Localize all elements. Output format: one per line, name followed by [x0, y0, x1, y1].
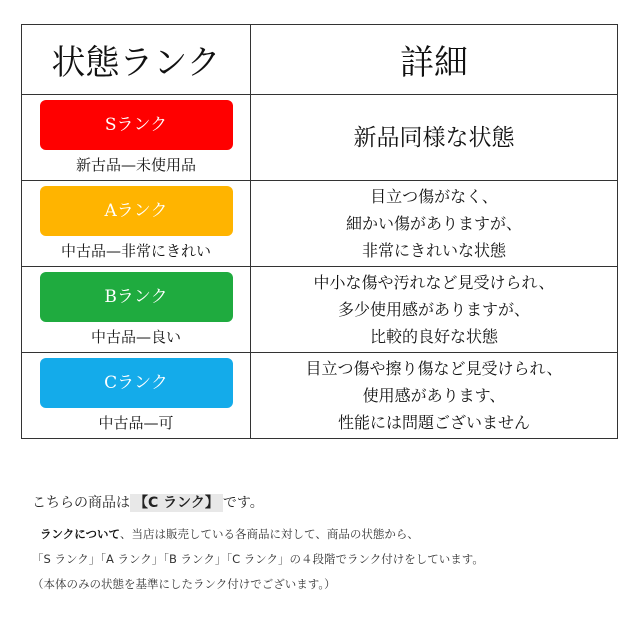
detail-line: 多少使用感がありますが、 [337, 300, 530, 319]
intro-suffix: です。 [222, 495, 264, 511]
table-row [22, 95, 618, 181]
rank-badge-s: Sランク [40, 100, 233, 150]
rank-table [21, 24, 618, 439]
rank-highlight: 【C ランク】 [130, 494, 223, 512]
detail-line: 非常にきれいな状態 [361, 241, 506, 260]
rank-desc-a: 中古品—非常にきれい [60, 242, 211, 260]
note-line-3: （本体のみの状態を基準にしたランク付けでございます。） [32, 577, 336, 591]
rank-desc-c: 中古品—可 [98, 414, 174, 432]
rank-notes [32, 492, 612, 592]
detail-line: 使用感があります、 [362, 386, 506, 405]
detail-line: 性能には問題ございません [337, 413, 530, 432]
rank-badge-b: Bランク [40, 272, 233, 322]
header-rank: 状態ランク [22, 25, 251, 95]
rank-cell-b [22, 267, 251, 353]
detail-line: 中小な傷や汚れなど見受けられ、 [313, 273, 555, 292]
rank-badge-a: Aランク [40, 186, 233, 236]
detail-line: 目立つ傷がなく、 [370, 187, 498, 206]
detail-line: 新品同様な状態 [353, 124, 515, 151]
detail-cell-c [251, 353, 618, 439]
rank-badge-c: Cランク [40, 358, 233, 408]
detail-line: 細かい傷がありますが、 [345, 214, 522, 233]
rank-cell-a [22, 181, 251, 267]
note-line-2: 「S ランク」「A ランク」「B ランク」「C ランク」の４段階でランク付けをしています。 [32, 552, 484, 566]
detail-cell-b [251, 267, 618, 353]
table-row [22, 267, 618, 353]
header-detail: 詳細 [251, 25, 618, 95]
rank-cell-c [22, 353, 251, 439]
intro-prefix: こちらの商品は [32, 495, 130, 511]
rank-desc-s: 新古品—未使用品 [75, 156, 196, 174]
table-row [22, 181, 618, 267]
rank-cell-s [22, 95, 251, 181]
intro-text [32, 492, 612, 514]
detail-cell-a [251, 181, 618, 267]
note-bold-label: ランクについて [40, 527, 121, 541]
note-line-1-text: 、当店は販売している各商品に対して、商品の状態から、 [120, 527, 419, 541]
table-row [22, 353, 618, 439]
detail-cell-s [251, 95, 618, 181]
note-line-1 [32, 526, 612, 542]
detail-line: 目立つ傷や擦り傷など見受けられ、 [305, 359, 563, 378]
detail-line: 比較的良好な状態 [369, 327, 498, 346]
table-header-row [22, 25, 618, 95]
rank-desc-b: 中古品—良い [90, 328, 181, 346]
